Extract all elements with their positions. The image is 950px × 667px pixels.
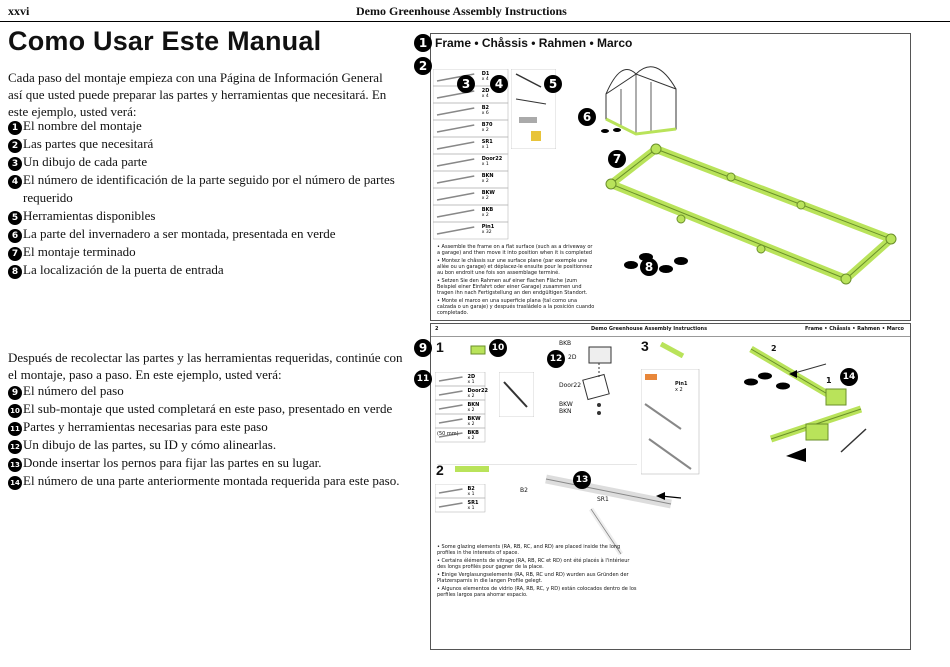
step1-parts-table: [435, 372, 495, 462]
part-drawing: [437, 108, 474, 115]
part-drawing: [437, 227, 474, 234]
part-qty: x 1: [467, 380, 475, 385]
part-drawing: [437, 193, 474, 200]
label-bkb: BKB: [559, 340, 572, 347]
legend-text: Partes y herramientas necesarias para este paso: [23, 419, 268, 434]
panel2-title: Demo Greenhouse Assembly Instructions: [591, 326, 708, 332]
part-qty: x 6: [481, 111, 489, 116]
legend-number: 9: [8, 382, 23, 400]
part-drawing: [439, 419, 463, 423]
part-drawing: [437, 142, 474, 149]
part-qty: x 1: [481, 162, 489, 167]
step-2-number: 2: [436, 462, 444, 478]
header-rule: [0, 21, 950, 22]
label-door22: Door22: [559, 382, 582, 389]
legend-number: 5: [8, 207, 23, 225]
part-qty: x 2: [481, 128, 489, 133]
part-row: [435, 372, 485, 386]
legend-number: 7: [8, 243, 23, 261]
part-row: [433, 103, 508, 120]
legend-item: [8, 472, 408, 490]
saw-icon: [516, 99, 546, 104]
callout-14: 14: [840, 368, 858, 386]
legend-item: [8, 171, 408, 207]
step2-parts-table: [435, 484, 495, 544]
part-drawing: [439, 489, 463, 493]
legend-number: 8: [8, 261, 23, 279]
screwdriver-icon: [504, 382, 527, 407]
note-item: • Monte el marco en una superficie plana (tal como una calzada o un garaje) y después trasládelo a la posición cuando completado.: [437, 298, 595, 316]
part-drawing: [437, 210, 474, 217]
part-id: 2D: [481, 88, 490, 94]
part-qty: x 2: [467, 394, 475, 399]
legend-text: Herramientas disponibles: [23, 208, 156, 223]
label-sr1: SR1: [597, 496, 609, 503]
legend-number: 14: [8, 472, 23, 490]
part-id: Door22: [467, 388, 488, 394]
legend-list-1: [8, 117, 408, 279]
legend-item: [8, 153, 408, 171]
part-drawing: [439, 503, 463, 507]
part-row: [435, 484, 485, 498]
callout-1: 1: [414, 34, 432, 52]
part-id: BKB: [481, 207, 494, 213]
intro-paragraph: Cada paso del montaje empieza con una Página de Información General así que usted puede preparar las partes y herramientas que necesitará. En este ejemplo, usted verá:: [8, 70, 387, 119]
legend-text: El sub-montaje que usted completará en este paso, presentado en verde: [23, 401, 393, 416]
legend-item: [8, 117, 408, 135]
legend-item: [8, 135, 408, 153]
part-id: B70: [481, 122, 493, 128]
part-id: BKW: [481, 190, 495, 196]
legend-number: 10: [8, 400, 23, 418]
note-item: • Some glazing elements (RA, RB, RC, and RD) are placed inside the long profiles in the interests of space.: [437, 544, 621, 556]
legend-text: Un dibujo de cada parte: [23, 154, 148, 169]
header-title: Demo Greenhouse Assembly Instructions: [356, 4, 567, 18]
legend-text: Las partes que necesitará: [23, 136, 154, 151]
intro-paragraph-2: Después de recolectar las partes y las herramientas requeridas, continúe con el montaje, paso a paso. En este ejemplo, usted verá:: [8, 350, 403, 382]
legend-text: El nombre del montaje: [23, 118, 142, 133]
callout-11: 11: [414, 370, 432, 388]
legend-number: 6: [8, 225, 23, 243]
part-qty: x 32: [481, 230, 492, 235]
panel2-header: [431, 326, 910, 337]
legend-text: Donde insertar los pernos para fijar las partes en su lugar.: [23, 455, 322, 470]
callout-4: 4: [490, 75, 508, 93]
part-row: [433, 205, 508, 222]
part-id: BKW: [467, 416, 481, 422]
legend-item: [8, 400, 408, 418]
arrow-label-2: 2: [771, 344, 777, 353]
label-bkn: BKN: [559, 408, 572, 415]
part-qty: x 2: [467, 408, 475, 413]
panel-title: Frame • Chåssis • Rahmen • Marco: [435, 36, 633, 50]
step3-assembly-drawing: [731, 344, 891, 494]
note-item: • Montez le châssis sur une surface plane (par exemple une allée ou un garage) et déplacez-le ensuite pour le positionnez au bon endroit une fois son assemblage terminé.: [437, 258, 593, 276]
part-qty: x 2: [481, 213, 489, 218]
part-id: BKB: [467, 430, 479, 436]
part-qty: x 1: [467, 492, 475, 497]
legend-number: 1: [8, 117, 23, 135]
part-id: B2: [481, 105, 490, 111]
legend-list-2: [8, 382, 408, 490]
part-qty: x 4: [481, 77, 489, 82]
part-drawing: [437, 159, 474, 166]
mm-label: (50 mm): [437, 431, 459, 437]
page-number: xxvi: [8, 4, 30, 18]
screwdriver-icon: [516, 74, 541, 87]
legend-number: 11: [8, 418, 23, 436]
step-notes: [437, 544, 637, 600]
step-panel: [430, 323, 911, 650]
label-2d: 2D: [568, 354, 577, 361]
legend-item: [8, 225, 408, 243]
callout-5: 5: [544, 75, 562, 93]
legend-text: Un dibujo de las partes, su ID y cómo alinearlas.: [23, 437, 277, 452]
legend-item: [8, 454, 408, 472]
note-item: • Algunos elementos de vidrio (RA, RB, RC, y RD) están colocados dentro de los perfiles largos para ahorrar espacio.: [437, 586, 637, 598]
panel-notes: [437, 244, 597, 318]
part-row: [433, 137, 508, 154]
callout-12: 12: [547, 350, 565, 368]
legend-item: [8, 418, 408, 436]
legend-text: La parte del invernadero a ser montada, presentada en verde: [23, 226, 336, 241]
step3-green-part: [659, 342, 689, 358]
note-item: • Assemble the frame on a flat surface (such as a driveway or a garage) and then move it into position when it is completed: [437, 244, 593, 256]
note-item: • Einige Verglasungselemente (RA, RB, RC und RD) wurden aus Gründen der Platzersparnis in die langen Profile gelegt.: [437, 572, 629, 584]
legend-text: El número de una parte anteriormente montada requerida para este paso.: [23, 473, 400, 488]
arrow-label-1: 1: [826, 376, 832, 385]
part-id: 2D: [467, 374, 476, 380]
part-id: SR1: [481, 139, 493, 145]
part-qty: x 4: [481, 94, 489, 99]
step-3-number: 3: [641, 338, 649, 354]
part-id: SR1: [467, 500, 479, 506]
note-item: • Setzen Sie den Rahmen auf einer flachen Fläche (zum Beispiel einer Einfahrt oder einer Garage) zusammen und tragen ihn nach Fertigstellung an den endgültigen Standort.: [437, 278, 588, 296]
note-item: • Certains éléments de vitrage (RA, RB, RC et RD) ont été placés à l'intérieur des longs profilés pour gagner de la place.: [437, 558, 630, 570]
part-qty: x 2: [467, 422, 475, 427]
part-drawing: [439, 377, 463, 381]
callout-10: 10: [489, 339, 507, 357]
part-row: [433, 222, 508, 239]
part-id: BKN: [467, 402, 480, 408]
legend-item: [8, 436, 408, 454]
part-drawing: [437, 176, 474, 183]
label-pin1-qty: x 2: [675, 387, 683, 393]
part-row: [433, 120, 508, 137]
part-qty: x 2: [481, 196, 489, 201]
label-pin1: Pin1: [675, 381, 688, 387]
part-id: BKN: [481, 173, 494, 179]
legend-text: El número de identificación de la parte seguido por el número de partes requerido: [23, 172, 395, 205]
part-id: B2: [467, 486, 475, 492]
callout-6: 6: [578, 108, 596, 126]
door-assembly-drawing: [571, 339, 631, 419]
part-row: [433, 171, 508, 188]
part-id: Pin1: [481, 224, 495, 230]
part-id: Door22: [481, 156, 503, 162]
legend-text: El montaje terminado: [23, 244, 136, 259]
legend-text: El número del paso: [23, 383, 124, 398]
part-row: [433, 188, 508, 205]
legend-number: 12: [8, 436, 23, 454]
part-drawing: [439, 391, 463, 395]
legend-item: [8, 243, 408, 261]
step1-tools: [499, 372, 534, 417]
legend-item: [8, 382, 408, 400]
frame-drawing: [601, 129, 901, 309]
step-1-number: 1: [436, 339, 444, 355]
step1-green-part: [469, 342, 489, 356]
part-qty: x 1: [467, 506, 475, 511]
level-icon: [519, 117, 537, 123]
legend-item: [8, 261, 408, 279]
label-b2: B2: [520, 487, 528, 494]
panel2-right: Frame • Chåssis • Rahmen • Marco: [805, 326, 904, 332]
part-qty: x 2: [467, 436, 475, 441]
legend-number: 4: [8, 171, 23, 189]
callout-3: 3: [457, 75, 475, 93]
part-drawing: [437, 125, 474, 132]
label-bkw: BKW: [559, 401, 573, 408]
tape-measure-icon: [531, 131, 541, 141]
part-qty: x 2: [481, 179, 489, 184]
callout-7: 7: [608, 150, 626, 168]
legend-number: 3: [8, 153, 23, 171]
legend-item: [8, 207, 408, 225]
legend-number: 13: [8, 454, 23, 472]
legend-text: La localización de la puerta de entrada: [23, 262, 224, 277]
footprints-icon: [599, 126, 629, 136]
part-qty: x 1: [481, 145, 489, 150]
legend-number: 2: [8, 135, 23, 153]
part-drawing: [439, 405, 463, 409]
part-id: D1: [481, 71, 490, 77]
callout-8: 8: [640, 258, 658, 276]
step3-parts: [641, 369, 701, 479]
callout-2: 2: [414, 57, 432, 75]
callout-13: 13: [573, 471, 591, 489]
panel2-page: 2: [435, 326, 439, 332]
page-title: Como Usar Este Manual: [8, 26, 322, 56]
callout-9: 9: [414, 339, 432, 357]
